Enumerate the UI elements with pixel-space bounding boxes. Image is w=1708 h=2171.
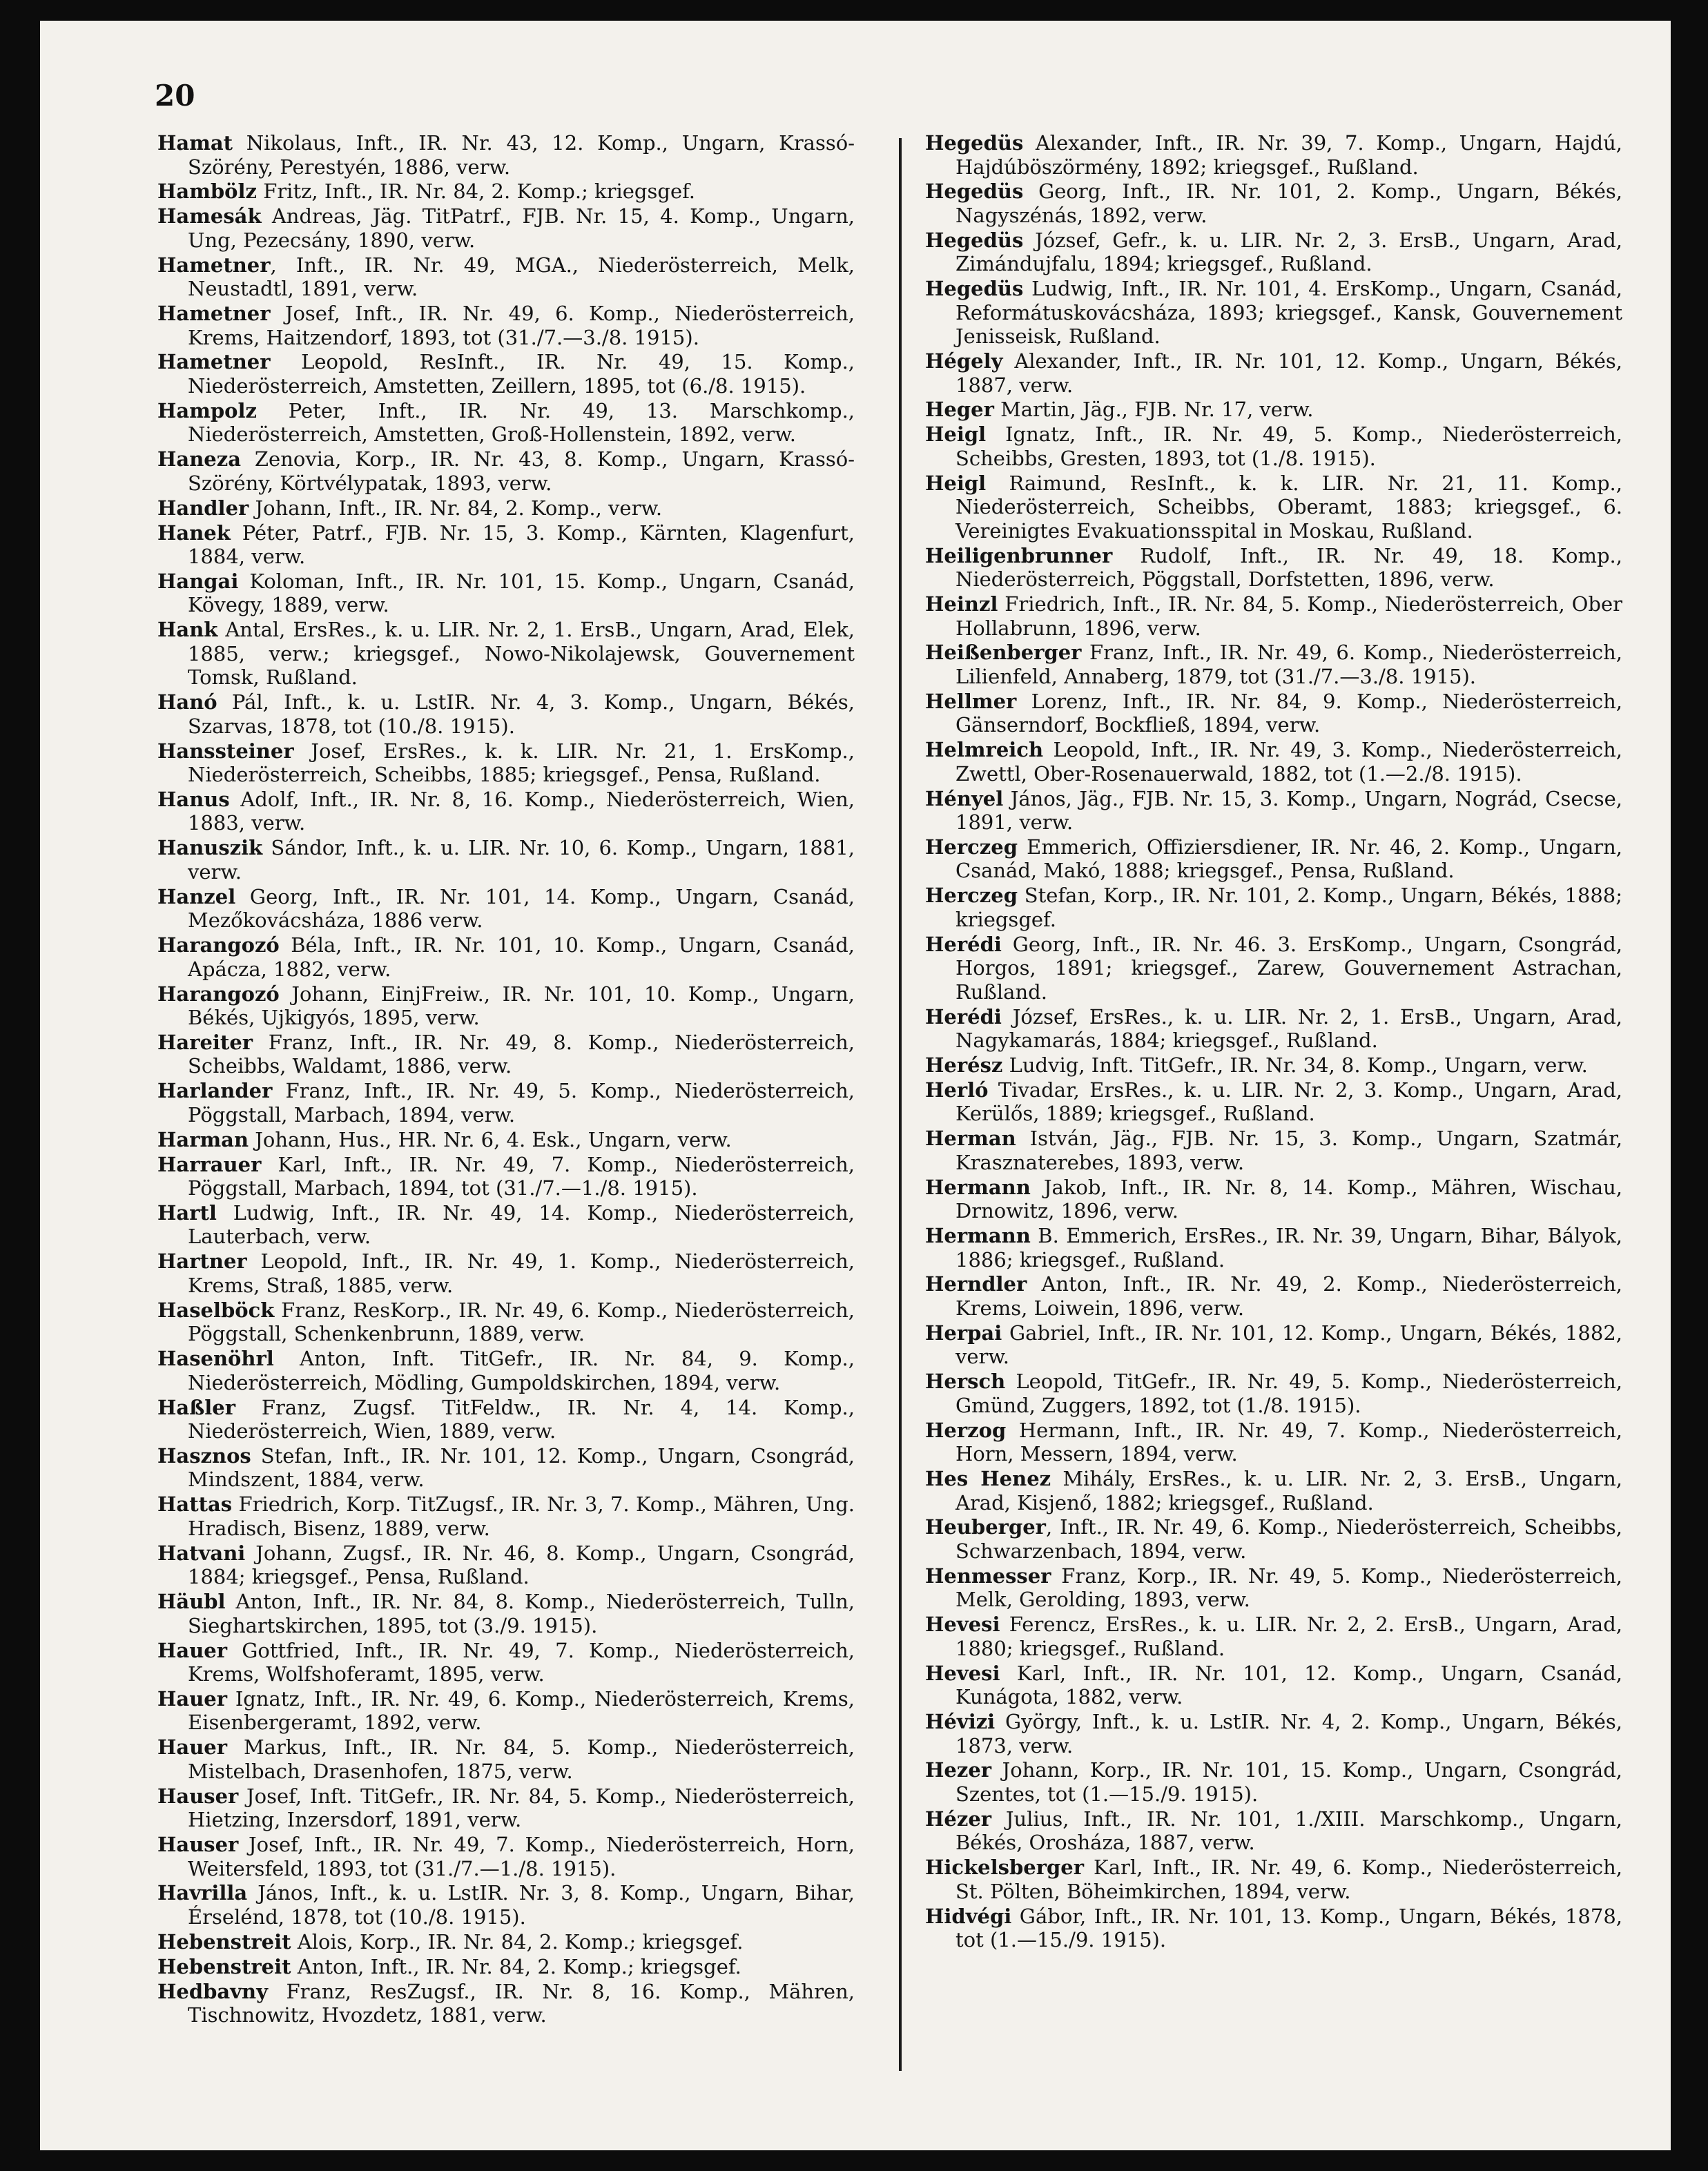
- entry-surname: Hevesi: [925, 1661, 1000, 1685]
- entry-surname: Herman: [925, 1127, 1016, 1151]
- entry-details: Peter, Inft., IR. Nr. 49, 13. Marschkomp., Niederösterreich, Amstetten, Groß-Hollenstein, 1892, verw.: [188, 398, 855, 447]
- entry-surname: Hanus: [157, 787, 230, 811]
- entry-surname: Herédi: [925, 1004, 1002, 1029]
- entry-details: Leopold, Inft., IR. Nr. 49, 1. Komp., Niederösterreich, Krems, Straß, 1885, verw.: [188, 1249, 855, 1297]
- entry-surname: Herész: [925, 1053, 1003, 1078]
- entry-surname: Herédi: [925, 932, 1002, 956]
- casualty-entry: [925, 1127, 1622, 1174]
- entry-details: Antal, ErsRes., k. u. LIR. Nr. 2, 1. ErsB., Ungarn, Arad, Elek, 1885, verw.; kriegsgef., Nowo-Nikolajewsk, Gouvernement Tomsk, Rußland.: [188, 618, 855, 690]
- casualty-entry: [157, 1735, 855, 1783]
- entry-surname: Haßler: [157, 1395, 235, 1419]
- entry-details: Leopold, TitGefr., IR. Nr. 49, 5. Komp., Niederösterreich, Gmünd, Zuggers, 1892, tot (1./8. 1915).: [955, 1370, 1622, 1417]
- entry-surname: Handler: [157, 496, 249, 520]
- entry-surname: Hegedüs: [925, 228, 1024, 252]
- casualty-entry: [157, 1784, 855, 1832]
- entry-details: Rudolf, Inft., IR. Nr. 49, 18. Komp., Niederösterreich, Pöggstall, Dorfstetten, 1896, verw.: [955, 543, 1622, 592]
- casualty-entry: [157, 1444, 855, 1492]
- entry-details: Alexander, Inft., IR. Nr. 101, 12. Komp., Ungarn, Békés, 1887, verw.: [955, 349, 1622, 397]
- casualty-entry: [925, 1515, 1622, 1563]
- entry-surname: Hasenöhrl: [157, 1347, 274, 1371]
- entry-surname: Hartl: [157, 1200, 217, 1225]
- casualty-entry: [157, 1347, 855, 1394]
- casualty-entry: [925, 835, 1622, 883]
- entry-details: János, Jäg., FJB. Nr. 15, 3. Komp., Ungarn, Nográd, Csecse, 1891, verw.: [955, 786, 1622, 835]
- casualty-entry: [925, 1321, 1622, 1369]
- casualty-entry: [925, 1053, 1622, 1078]
- casualty-entry: [157, 1396, 855, 1443]
- entry-details: Ludvig, Inft. TitGefr., IR. Nr. 34, 8. Komp., Ungarn, verw.: [1002, 1053, 1588, 1078]
- casualty-entry: [925, 884, 1622, 931]
- entry-details: Karl, Inft., IR. Nr. 49, 6. Komp., Niederösterreich, St. Pölten, Böheimkirchen, 1894, verw.: [955, 1856, 1622, 1903]
- entry-surname: Hedbavny: [157, 1979, 268, 2003]
- casualty-entry: [925, 1807, 1622, 1855]
- entry-details: Jakob, Inft., IR. Nr. 8, 14. Komp., Mähren, Wischau, Drnowitz, 1896, verw.: [955, 1175, 1622, 1223]
- entry-surname: Hasznos: [157, 1443, 251, 1468]
- casualty-entry: [157, 788, 855, 835]
- page-number: 20: [155, 79, 195, 113]
- entry-surname: Hamat: [157, 131, 233, 155]
- entry-surname: Henmesser: [925, 1564, 1051, 1588]
- entry-surname: Herló: [925, 1078, 989, 1102]
- casualty-entry: [157, 1881, 855, 1929]
- entry-details: Ignatz, Inft., IR. Nr. 49, 6. Komp., Niederösterreich, Krems, Eisenbergeramt, 1892, verw.: [188, 1686, 855, 1735]
- entry-details: Johann, Zugsf., IR. Nr. 46, 8. Komp., Ungarn, Csongrád, 1884; kriegsgef., Pensa, Rußland.: [188, 1541, 855, 1589]
- entry-details: Franz, Inft., IR. Nr. 49, 8. Komp., Niederösterreich, Scheibbs, Waldamt, 1886, verw.: [188, 1030, 855, 1078]
- entry-surname: Herzog: [925, 1418, 1007, 1442]
- entry-surname: Hevesi: [925, 1613, 1000, 1637]
- casualty-entry: [157, 496, 855, 520]
- casualty-entry: [157, 1930, 855, 1954]
- casualty-entry: [157, 836, 855, 884]
- entry-surname: Heigl: [925, 471, 987, 495]
- entry-surname: Havrilla: [157, 1881, 248, 1905]
- entry-surname: Hauser: [157, 1784, 239, 1808]
- entry-details: Franz, ResZugsf., IR. Nr. 8, 16. Komp., Mähren, Tischnowitz, Hvozdetz, 1881, verw.: [188, 1979, 855, 2027]
- casualty-entry: [157, 302, 855, 349]
- entry-details: Friedrich, Korp. TitZugsf., IR. Nr. 3, 7. Komp., Mähren, Ung. Hradisch, Bisenz, 1889, verw.: [188, 1492, 855, 1540]
- entry-surname: Heinzl: [925, 592, 998, 616]
- entry-surname: Hanek: [157, 520, 231, 545]
- column-divider: [899, 138, 902, 2071]
- entry-surname: Hersch: [925, 1370, 1006, 1394]
- entry-details: Alois, Korp., IR. Nr. 84, 2. Komp.; kriegsgef.: [291, 1929, 744, 1954]
- entry-surname: Hank: [157, 618, 218, 642]
- entry-surname: Hegedüs: [925, 179, 1024, 204]
- entry-surname: Hezer: [925, 1758, 992, 1782]
- right-column: [925, 131, 1622, 1953]
- casualty-entry: [157, 982, 855, 1030]
- casualty-entry: [157, 1249, 855, 1297]
- entry-surname: Hartner: [157, 1249, 247, 1274]
- entry-details: Josef, Inft., IR. Nr. 49, 6. Komp., Niederösterreich, Krems, Haitzendorf, 1893, tot (31./7.—3./8. 1915).: [188, 302, 855, 349]
- entry-surname: Hézer: [925, 1807, 992, 1831]
- entry-surname: Hegedüs: [925, 131, 1024, 155]
- entry-details: Gábor, Inft., IR. Nr. 101, 13. Komp., Ungarn, Békés, 1878, tot (1.—15./9. 1915).: [955, 1904, 1622, 1952]
- entry-details: Anton, Inft., IR. Nr. 49, 2. Komp., Niederösterreich, Krems, Loiwein, 1896, verw.: [955, 1272, 1622, 1320]
- entry-surname: Heiligenbrunner: [925, 543, 1113, 567]
- entry-details: Ignatz, Inft., IR. Nr. 49, 5. Komp., Niederösterreich, Scheibbs, Gresten, 1893, tot (1./8. 1915).: [955, 422, 1622, 470]
- entry-details: Zenovia, Korp., IR. Nr. 43, 8. Komp., Ungarn, Krassó-Szörény, Körtvélypatak, 1893, verw.: [188, 447, 855, 495]
- entry-surname: Heißenberger: [925, 641, 1082, 665]
- casualty-entry: [157, 1128, 855, 1152]
- casualty-entry: [925, 1856, 1622, 1903]
- casualty-entry: [157, 690, 855, 738]
- casualty-entry: [925, 398, 1622, 422]
- entry-surname: Hanzel: [157, 884, 236, 908]
- casualty-entry: [925, 1662, 1622, 1709]
- entry-details: István, Jäg., FJB. Nr. 15, 3. Komp., Ungarn, Szatmár, Krasznaterebes, 1893, verw.: [955, 1127, 1622, 1174]
- casualty-entry: [157, 933, 855, 981]
- casualty-entry: [925, 471, 1622, 543]
- entry-details: Georg, Inft., IR. Nr. 46. 3. ErsKomp., Ungarn, Csongrád, Horgos, 1891; kriegsgef., Zarew, Gouvernement Astrachan, Rußland.: [955, 932, 1622, 1004]
- entry-surname: Hauer: [157, 1686, 228, 1711]
- entry-details: Stefan, Korp., IR. Nr. 101, 2. Komp., Ungarn, Békés, 1888; kriegsgef.: [955, 884, 1622, 931]
- casualty-entry: [925, 1078, 1622, 1126]
- casualty-entry: [157, 618, 855, 690]
- entry-surname: Hermann: [925, 1224, 1031, 1248]
- casualty-entry: [925, 933, 1622, 1004]
- entry-surname: Harangozó: [157, 933, 280, 957]
- entry-details: Anton, Inft. TitGefr., IR. Nr. 84, 9. Komp., Niederösterreich, Mödling, Gumpoldskirchen, 1894, verw.: [188, 1347, 855, 1394]
- entry-details: Franz, Inft., IR. Nr. 49, 5. Komp., Niederösterreich, Pöggstall, Marbach, 1894, verw.: [188, 1079, 855, 1127]
- casualty-entry: [157, 399, 855, 447]
- entry-details: Friedrich, Inft., IR. Nr. 84, 5. Komp., Niederösterreich, Ober Hollabrunn, 1896, verw.: [955, 592, 1622, 640]
- casualty-entry: [925, 1905, 1622, 1952]
- casualty-entry: [925, 1613, 1622, 1660]
- entry-surname: Herpai: [925, 1321, 1002, 1345]
- entry-details: Ferencz, ErsRes., k. u. LIR. Nr. 2, 2. ErsB., Ungarn, Arad, 1880; kriegsgef., Rußland.: [955, 1613, 1622, 1660]
- entry-details: Franz, ResKorp., IR. Nr. 49, 6. Komp., Niederösterreich, Pöggstall, Schenkenbrunn, 1889, verw.: [188, 1298, 855, 1346]
- entry-details: Josef, ErsRes., k. k. LIR. Nr. 21, 1. ErsKomp., Niederösterreich, Scheibbs, 1885; kriegsgef., Pensa, Rußland.: [188, 739, 855, 787]
- entry-details: Lorenz, Inft., IR. Nr. 84, 9. Komp., Niederösterreich, Gänserndorf, Bockfließ, 1894, verw.: [955, 689, 1622, 737]
- casualty-entry: [925, 1467, 1622, 1515]
- entry-surname: Hegedüs: [925, 277, 1024, 301]
- entry-details: Gottfried, Inft., IR. Nr. 49, 7. Komp., Niederösterreich, Krems, Wolfshoferamt, 1895, verw.: [188, 1638, 855, 1686]
- casualty-entry: [925, 544, 1622, 592]
- casualty-entry: [925, 592, 1622, 640]
- entry-surname: Herczeg: [925, 884, 1018, 908]
- entry-details: Pál, Inft., k. u. LstIR. Nr. 4, 3. Komp., Ungarn, Békés, Szarvas, 1878, tot (10./8. 1915).: [188, 690, 855, 738]
- casualty-entry: [157, 1955, 855, 1979]
- entry-surname: Helmreich: [925, 738, 1044, 762]
- entry-details: Georg, Inft., IR. Nr. 101, 2. Komp., Ungarn, Békés, Nagyszénás, 1892, verw.: [955, 179, 1622, 227]
- casualty-entry: [925, 1710, 1622, 1758]
- casualty-entry: [925, 277, 1622, 349]
- casualty-entry: [925, 131, 1622, 179]
- entry-surname: Hellmer: [925, 689, 1017, 713]
- entry-surname: Hebenstreit: [157, 1929, 291, 1954]
- entry-surname: Hauser: [157, 1833, 239, 1857]
- entry-surname: Hényel: [925, 786, 1004, 810]
- entry-details: Emmerich, Offiziersdiener, IR. Nr. 46, 2. Komp., Ungarn, Csanád, Makó, 1888; kriegsgef., Pensa, Rußland.: [955, 835, 1622, 883]
- casualty-entry: [157, 569, 855, 617]
- casualty-entry: [157, 1833, 855, 1880]
- entry-details: Hermann, Inft., IR. Nr. 49, 7. Komp., Niederösterreich, Horn, Messern, 1894, verw.: [955, 1418, 1622, 1466]
- entry-details: Franz, Inft., IR. Nr. 49, 6. Komp., Niederösterreich, Lilienfeld, Annaberg, 1879, tot (31./7.—3./8. 1915).: [955, 641, 1622, 688]
- entry-surname: Hanssteiner: [157, 739, 294, 763]
- entry-details: Nikolaus, Inft., IR. Nr. 43, 12. Komp., Ungarn, Krassó-Szörény, Perestyén, 1886, verw.: [188, 131, 855, 179]
- casualty-entry: [157, 131, 855, 179]
- entry-details: Franz, Zugsf. TitFeldw., IR. Nr. 4, 14. Komp., Niederösterreich, Wien, 1889, verw.: [188, 1395, 855, 1443]
- entry-details: Adolf, Inft., IR. Nr. 8, 16. Komp., Niederösterreich, Wien, 1883, verw.: [188, 787, 855, 835]
- entry-details: József, ErsRes., k. u. LIR. Nr. 2, 1. ErsB., Ungarn, Arad, Nagykamarás, 1884; kriegsgef., Rußland.: [955, 1004, 1622, 1053]
- casualty-entry: [925, 1564, 1622, 1612]
- entry-details: Fritz, Inft., IR. Nr. 84, 2. Komp.; kriegsgef.: [256, 179, 696, 204]
- entry-details: Johann, Hus., HR. Nr. 6, 4. Esk., Ungarn, verw.: [249, 1127, 732, 1151]
- entry-surname: Hes Henez: [925, 1467, 1051, 1491]
- entry-surname: Hattas: [157, 1492, 233, 1517]
- casualty-entry: [925, 787, 1622, 835]
- casualty-entry: [925, 179, 1622, 227]
- entry-details: Ludwig, Inft., IR. Nr. 49, 14. Komp., Niederösterreich, Lauterbach, verw.: [188, 1200, 855, 1249]
- casualty-entry: [925, 690, 1622, 737]
- entry-details: Leopold, ResInft., IR. Nr. 49, 15. Komp., Niederösterreich, Amstetten, Zeillern, 1895, tot (6./8. 1915).: [188, 350, 855, 398]
- entry-surname: Hermann: [925, 1175, 1031, 1199]
- entry-surname: Hampolz: [157, 398, 257, 422]
- entry-details: Béla, Inft., IR. Nr. 101, 10. Komp., Ungarn, Csanád, Apácza, 1882, verw.: [188, 933, 855, 981]
- casualty-entry: [925, 1224, 1622, 1272]
- entry-surname: Hégely: [925, 349, 1003, 373]
- casualty-entry: [157, 1031, 855, 1078]
- casualty-entry: [925, 738, 1622, 786]
- casualty-entry: [925, 1370, 1622, 1417]
- entry-surname: Harman: [157, 1127, 249, 1151]
- casualty-entry: [157, 521, 855, 569]
- casualty-entry: [925, 349, 1622, 397]
- entry-details: Georg, Inft., IR. Nr. 101, 14. Komp., Ungarn, Csanád, Mezőkovácsháza, 1886 verw.: [188, 884, 855, 933]
- casualty-entry: [157, 1590, 855, 1637]
- casualty-entry: [925, 1176, 1622, 1223]
- entry-surname: Haselböck: [157, 1298, 275, 1322]
- entry-surname: Hangai: [157, 569, 239, 593]
- entry-details: Gabriel, Inft., IR. Nr. 101, 12. Komp., Ungarn, Békés, 1882, verw.: [955, 1321, 1622, 1369]
- entry-surname: Hebenstreit: [157, 1954, 291, 1978]
- document-page: [40, 21, 1671, 2150]
- entry-details: Julius, Inft., IR. Nr. 101, 1./XIII. Marschkomp., Ungarn, Békés, Orosháza, 1887, verw.: [955, 1807, 1622, 1855]
- entry-surname: Herczeg: [925, 835, 1018, 859]
- entry-surname: Hauer: [157, 1735, 228, 1760]
- entry-surname: Hickelsberger: [925, 1856, 1084, 1880]
- entry-details: Franz, Korp., IR. Nr. 49, 5. Komp., Niederösterreich, Melk, Gerolding, 1893, verw.: [955, 1564, 1622, 1612]
- casualty-entry: [925, 228, 1622, 276]
- casualty-entry: [157, 1980, 855, 2027]
- entry-surname: Hidvégi: [925, 1904, 1012, 1928]
- casualty-entry: [157, 1687, 855, 1735]
- casualty-entry: [925, 1758, 1622, 1806]
- entry-surname: Hanuszik: [157, 836, 263, 860]
- entry-surname: Harlander: [157, 1079, 273, 1103]
- casualty-entry: [157, 447, 855, 495]
- entry-details: Anton, Inft., IR. Nr. 84, 8. Komp., Niederösterreich, Tulln, Sieghartskirchen, 1895, tot (3./9. 1915).: [188, 1590, 855, 1637]
- entry-surname: Hanó: [157, 690, 217, 714]
- entry-details: Leopold, Inft., IR. Nr. 49, 3. Komp., Niederösterreich, Zwettl, Ober-Rosenauerwald, 1882, tot (1.—2./8. 1915).: [955, 738, 1622, 786]
- entry-details: Ludwig, Inft., IR. Nr. 101, 4. ErsKomp., Ungarn, Csanád, Reformátuskovácsháza, 1893; kriegsgef., Kansk, Gouvernement Jenisseisk, Rußland.: [955, 277, 1622, 349]
- entry-details: György, Inft., k. u. LstIR. Nr. 4, 2. Komp., Ungarn, Békés, 1873, verw.: [955, 1710, 1622, 1758]
- entry-details: Karl, Inft., IR. Nr. 101, 12. Komp., Ungarn, Csanád, Kunágota, 1882, verw.: [955, 1661, 1622, 1709]
- casualty-entry: [925, 422, 1622, 470]
- casualty-entry: [157, 1298, 855, 1346]
- entry-surname: Hévizi: [925, 1710, 996, 1733]
- casualty-entry: [157, 1492, 855, 1540]
- entry-details: Andreas, Jäg. TitPatrf., FJB. Nr. 15, 4. Komp., Ungarn, Ung, Pezecsány, 1890, verw.: [188, 204, 855, 252]
- entry-details: János, Inft., k. u. LstIR. Nr. 3, 8. Komp., Ungarn, Bihar, Érselénd, 1878, tot (10./8. 1915).: [188, 1881, 855, 1929]
- entry-surname: Harrauer: [157, 1152, 262, 1176]
- entry-surname: Hareiter: [157, 1030, 253, 1054]
- entry-details: Markus, Inft., IR. Nr. 84, 5. Komp., Niederösterreich, Mistelbach, Drasenhofen, 1875, verw.: [188, 1735, 855, 1783]
- entry-surname: Heigl: [925, 422, 987, 447]
- entry-details: Anton, Inft., IR. Nr. 84, 2. Komp.; kriegsgef.: [291, 1954, 741, 1978]
- entry-details: Martin, Jäg., FJB. Nr. 17, verw.: [993, 398, 1314, 422]
- entry-surname: Hamesák: [157, 204, 262, 228]
- entry-surname: Hauer: [157, 1638, 228, 1662]
- entry-surname: Haneza: [157, 447, 241, 471]
- entry-details: Johann, EinjFreiw., IR. Nr. 101, 10. Komp., Ungarn, Békés, Ujkigyós, 1895, verw.: [188, 982, 855, 1030]
- entry-details: Karl, Inft., IR. Nr. 49, 7. Komp., Niederösterreich, Pöggstall, Marbach, 1894, tot (31./7.—1./8. 1915).: [188, 1152, 855, 1200]
- entry-surname: Hametner: [157, 253, 271, 277]
- casualty-entry: [157, 1153, 855, 1200]
- entry-surname: Heuberger: [925, 1515, 1046, 1539]
- casualty-entry: [157, 1201, 855, 1249]
- entry-details: Tivadar, ErsRes., k. u. LIR. Nr. 2, 3. Komp., Ungarn, Arad, Kerülős, 1889; kriegsgef., Rußland.: [955, 1078, 1622, 1126]
- casualty-entry: [925, 1419, 1622, 1466]
- entry-surname: Harangozó: [157, 982, 280, 1006]
- casualty-entry: [157, 1541, 855, 1589]
- entry-surname: Häubl: [157, 1590, 226, 1614]
- entry-details: Alexander, Inft., IR. Nr. 39, 7. Komp., Ungarn, Hajdú, Hajdúböszörmény, 1892; kriegsgef., Rußland.: [955, 131, 1622, 179]
- entry-details: Raimund, ResInft., k. k. LIR. Nr. 21, 11. Komp., Niederösterreich, Scheibbs, Oberamt, 1883; kriegsgef., 6. Vereinigtes Evakuationsspital in Moskau, Rußland.: [955, 471, 1622, 543]
- entry-details: , Inft., IR. Nr. 49, 6. Komp., Niederösterreich, Scheibbs, Schwarzenbach, 1894, verw.: [955, 1515, 1622, 1563]
- entry-details: Johann, Korp., IR. Nr. 101, 15. Komp., Ungarn, Csongrád, Szentes, tot (1.—15./9. 1915).: [955, 1758, 1622, 1806]
- entry-details: B. Emmerich, ErsRes., IR. Nr. 39, Ungarn, Bihar, Bályok, 1886; kriegsgef., Rußland.: [955, 1224, 1622, 1272]
- casualty-entry: [157, 179, 855, 204]
- entry-details: Josef, Inft. TitGefr., IR. Nr. 84, 5. Komp., Niederösterreich, Hietzing, Inzersdorf, 1891, verw.: [188, 1784, 855, 1832]
- entry-surname: Hambölz: [157, 179, 257, 204]
- entry-details: Koloman, Inft., IR. Nr. 101, 15. Komp., Ungarn, Csanád, Kövegy, 1889, verw.: [188, 569, 855, 617]
- entry-details: Josef, Inft., IR. Nr. 49, 7. Komp., Niederösterreich, Horn, Weitersfeld, 1893, tot (31./7.—1./8. 1915).: [188, 1833, 855, 1880]
- entry-details: Stefan, Inft., IR. Nr. 101, 12. Komp., Ungarn, Csongrád, Mindszent, 1884, verw.: [188, 1443, 855, 1492]
- casualty-entry: [157, 1079, 855, 1127]
- casualty-entry: [157, 885, 855, 933]
- entry-surname: Hametner: [157, 302, 271, 326]
- left-column: [157, 131, 855, 2028]
- entry-details: Johann, Inft., IR. Nr. 84, 2. Komp., verw.: [249, 496, 663, 520]
- entry-details: Mihály, ErsRes., k. u. LIR. Nr. 2, 3. ErsB., Ungarn, Arad, Kisjenő, 1882; kriegsgef., Rußland.: [955, 1467, 1622, 1515]
- entry-details: Sándor, Inft., k. u. LIR. Nr. 10, 6. Komp., Ungarn, 1881, verw.: [188, 836, 855, 884]
- entry-surname: Herndler: [925, 1272, 1027, 1296]
- casualty-entry: [157, 253, 855, 301]
- entry-surname: Hametner: [157, 350, 271, 374]
- casualty-entry: [157, 204, 855, 252]
- casualty-entry: [925, 641, 1622, 688]
- casualty-entry: [925, 1272, 1622, 1320]
- casualty-entry: [157, 739, 855, 787]
- entry-surname: Heger: [925, 398, 994, 422]
- entry-details: Péter, Patrf., FJB. Nr. 15, 3. Komp., Kärnten, Klagenfurt, 1884, verw.: [188, 520, 855, 569]
- entry-details: József, Gefr., k. u. LIR. Nr. 2, 3. ErsB., Ungarn, Arad, Zimándujfalu, 1894; kriegsgef., Rußland.: [955, 228, 1622, 276]
- entry-surname: Hatvani: [157, 1541, 246, 1565]
- casualty-entry: [157, 350, 855, 398]
- casualty-entry: [157, 1639, 855, 1686]
- entry-details: , Inft., IR. Nr. 49, MGA., Niederösterreich, Melk, Neustadtl, 1891, verw.: [188, 253, 855, 301]
- casualty-entry: [925, 1005, 1622, 1053]
